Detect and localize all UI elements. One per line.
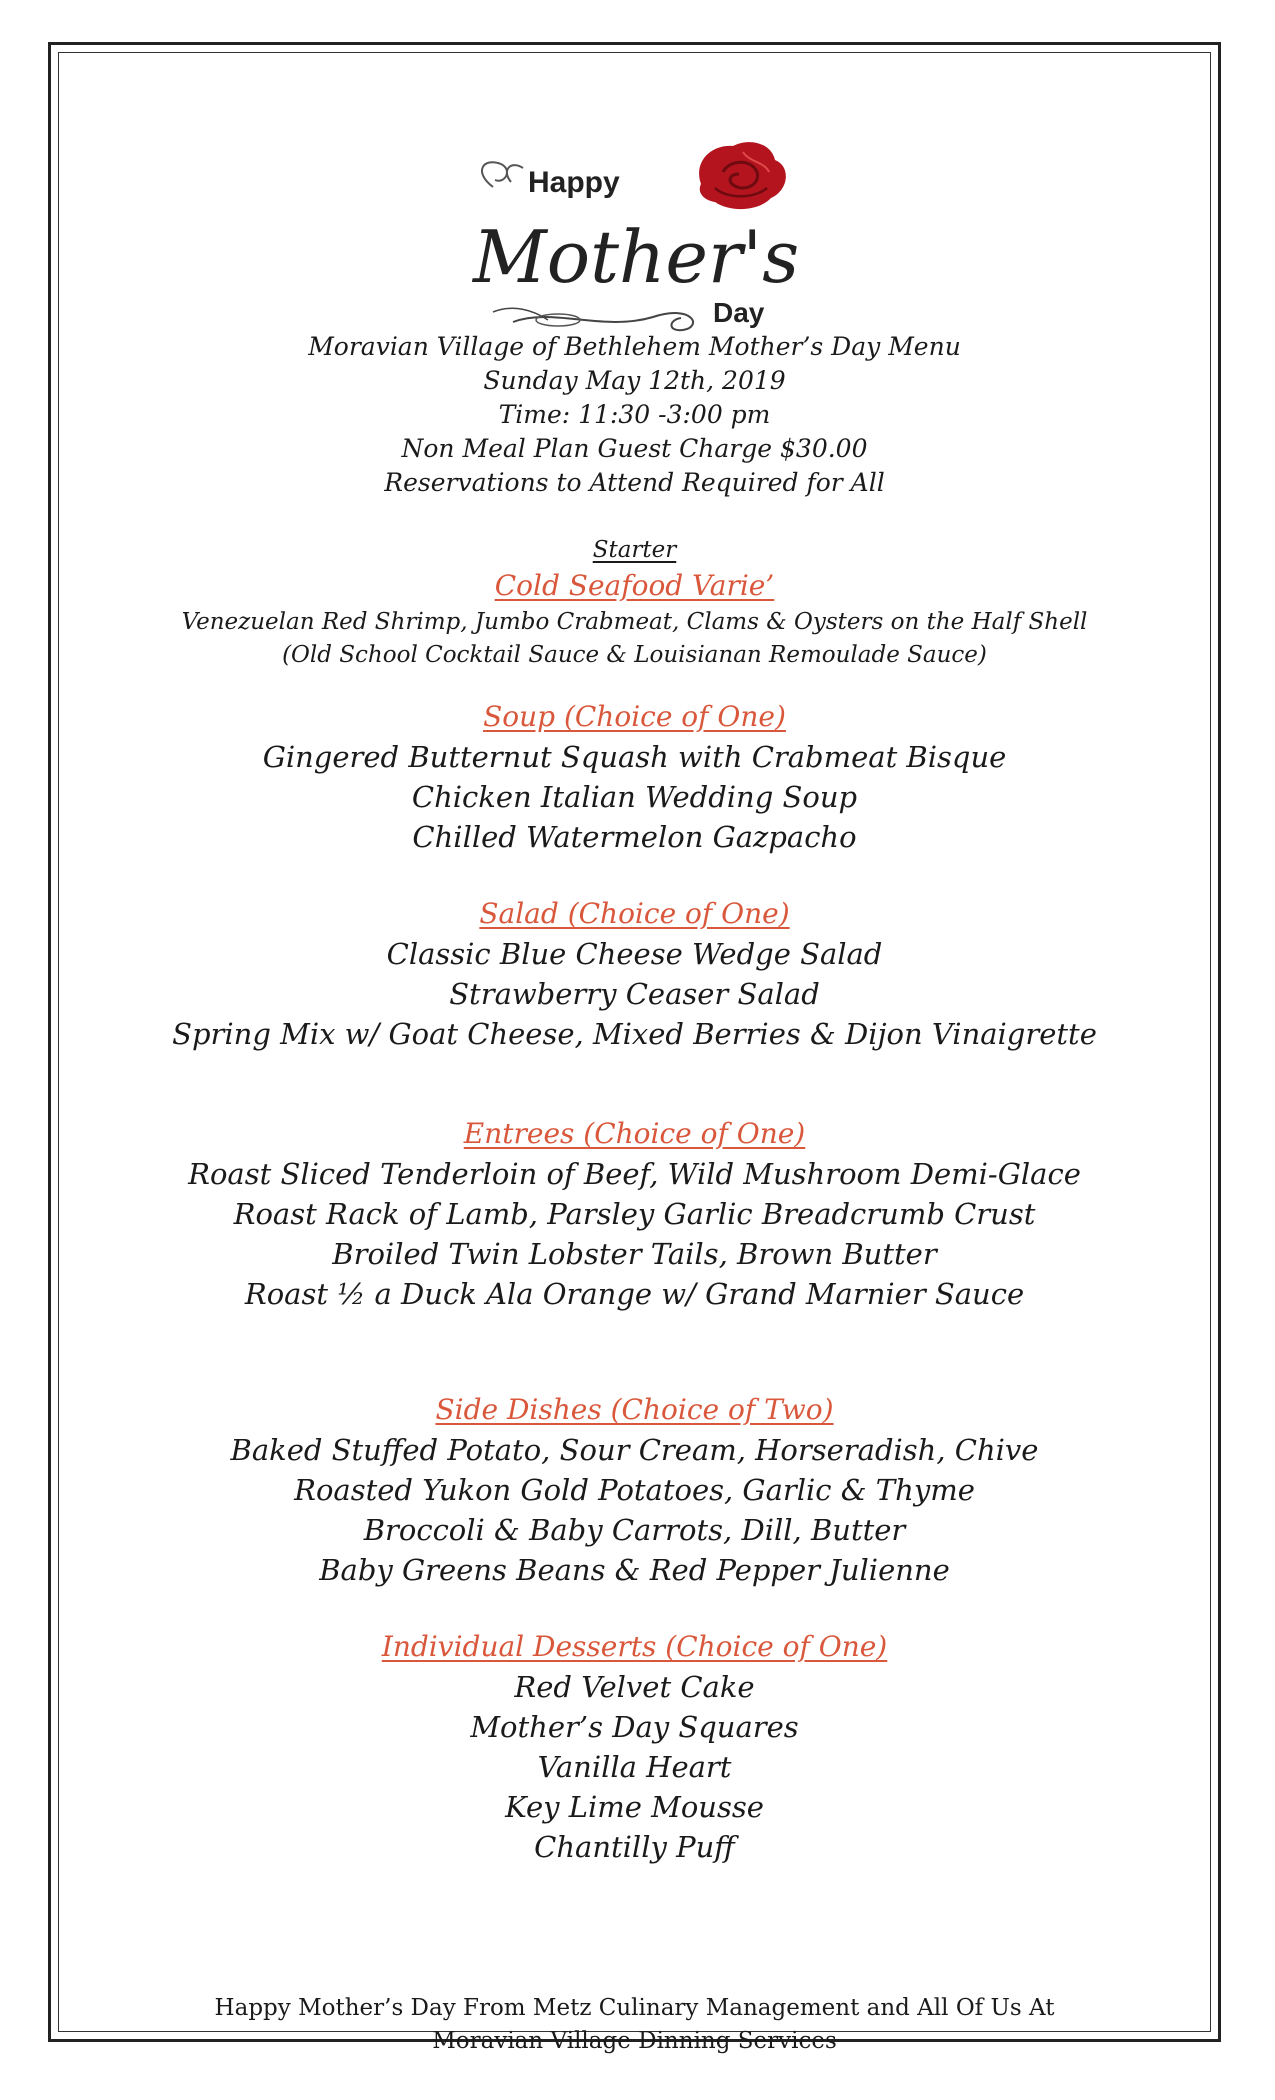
salad-section bbox=[58, 894, 1211, 1054]
starter-items bbox=[58, 606, 1211, 672]
menu-item: Red Velvet Cake bbox=[514, 1670, 755, 1704]
mothers-day-logo bbox=[453, 132, 873, 342]
soup-section bbox=[58, 697, 1211, 857]
logo-mothers-text: Mother's bbox=[473, 215, 800, 299]
desserts-items bbox=[58, 1667, 1211, 1867]
menu-item: Vanilla Heart bbox=[537, 1750, 732, 1784]
salad-items bbox=[58, 934, 1211, 1054]
sides-section bbox=[58, 1390, 1211, 1590]
menu-page bbox=[58, 52, 1211, 2054]
event-title: Moravian Village of Bethlehem Mother’s Day Menu bbox=[308, 332, 961, 361]
menu-item: Key Lime Mousse bbox=[505, 1790, 764, 1824]
menu-item: Chicken Italian Wedding Soup bbox=[411, 780, 858, 814]
sides-items bbox=[58, 1430, 1211, 1590]
menu-item: Chantilly Puff bbox=[534, 1830, 735, 1864]
menu-item: Classic Blue Cheese Wedge Salad bbox=[386, 937, 883, 971]
menu-item: Roast Rack of Lamb, Parsley Garlic Breadcrumb Crust bbox=[233, 1197, 1036, 1231]
entrees-heading: Entrees (Choice of One) bbox=[463, 1117, 806, 1150]
sides-heading: Side Dishes (Choice of Two) bbox=[435, 1393, 834, 1426]
footer-line-1: Happy Mother’s Day From Metz Culinary Management and All Of Us At bbox=[214, 1995, 1055, 2021]
menu-item: Mother’s Day Squares bbox=[470, 1710, 799, 1744]
menu-item: Baby Greens Beans & Red Pepper Julienne bbox=[319, 1553, 950, 1587]
footer-message bbox=[58, 1992, 1211, 2058]
event-date: Sunday May 12th, 2019 bbox=[483, 366, 786, 395]
menu-item: Chilled Watermelon Gazpacho bbox=[412, 820, 857, 854]
reservation-note: Reservations to Attend Required for All bbox=[384, 468, 885, 497]
menu-item: Roast ½ a Duck Ala Orange w/ Grand Marnier Sauce bbox=[244, 1277, 1025, 1311]
menu-item: Baked Stuffed Potato, Sour Cream, Horseradish, Chive bbox=[230, 1433, 1039, 1467]
menu-item: Venezuelan Red Shrimp, Jumbo Crabmeat, Clams & Oysters on the Half Shell bbox=[181, 609, 1088, 635]
guest-charge: Non Meal Plan Guest Charge $30.00 bbox=[401, 434, 868, 463]
soup-items bbox=[58, 737, 1211, 857]
entrees-items bbox=[58, 1154, 1211, 1314]
logo-day-text: Day bbox=[713, 297, 765, 328]
starter-heading: Cold Seafood Varie’ bbox=[494, 569, 775, 602]
rose-icon bbox=[699, 142, 786, 209]
logo-happy-text: Happy bbox=[528, 166, 620, 199]
desserts-heading: Individual Desserts (Choice of One) bbox=[381, 1630, 888, 1663]
menu-item: Gingered Butternut Squash with Crabmeat Bisque bbox=[262, 740, 1007, 774]
menu-item: Roast Sliced Tenderloin of Beef, Wild Mushroom Demi-Glace bbox=[188, 1157, 1081, 1191]
logo-graphic bbox=[453, 132, 873, 342]
event-time: Time: 11:30 -3:00 pm bbox=[498, 400, 771, 429]
entrees-section bbox=[58, 1114, 1211, 1314]
event-info bbox=[58, 330, 1211, 500]
menu-item: Spring Mix w/ Goat Cheese, Mixed Berries & Dijon Vinaigrette bbox=[172, 1017, 1097, 1051]
soup-heading: Soup (Choice of One) bbox=[483, 700, 786, 733]
menu-item: Broccoli & Baby Carrots, Dill, Butter bbox=[363, 1513, 906, 1547]
starter-section bbox=[58, 534, 1211, 672]
starter-label: Starter bbox=[592, 537, 677, 563]
desserts-section bbox=[58, 1627, 1211, 1867]
menu-item: Roasted Yukon Gold Potatoes, Garlic & Thyme bbox=[294, 1473, 975, 1507]
menu-item: (Old School Cocktail Sauce & Louisianan Remoulade Sauce) bbox=[282, 642, 987, 668]
footer-line-2: Moravian Village Dinning Services bbox=[432, 2028, 837, 2054]
menu-item: Broiled Twin Lobster Tails, Brown Butter bbox=[332, 1237, 937, 1271]
salad-heading: Salad (Choice of One) bbox=[479, 897, 790, 930]
menu-item: Strawberry Ceaser Salad bbox=[449, 977, 820, 1011]
